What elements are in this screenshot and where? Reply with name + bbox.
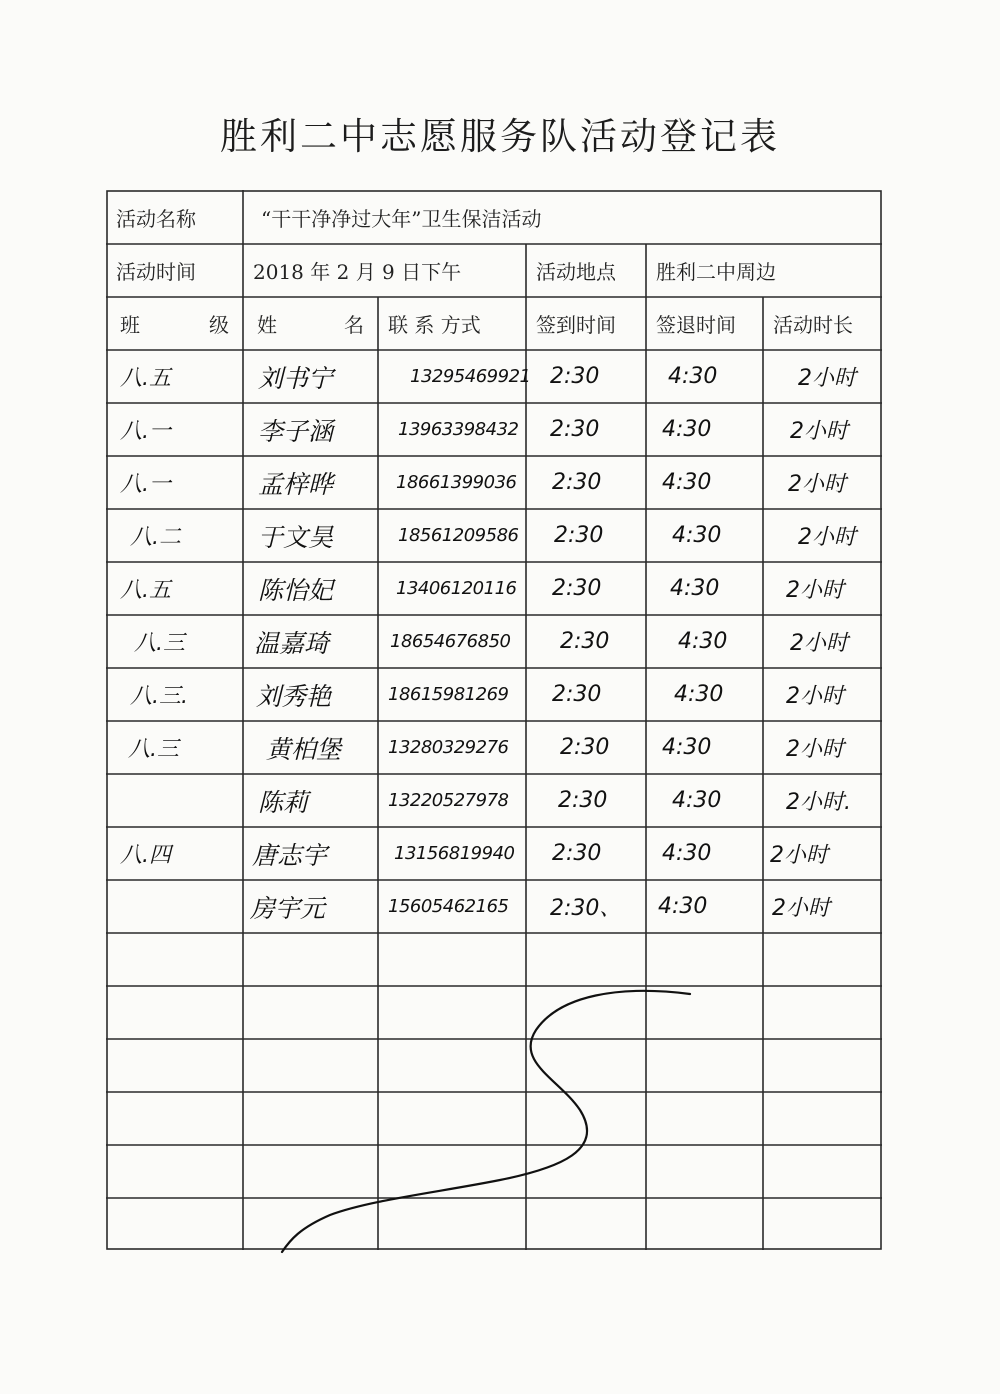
row-11-class <box>120 880 240 933</box>
header-name-char2: 名 <box>344 313 364 337</box>
row-8-signin: 2:30 <box>560 735 610 760</box>
row-8-class: 八.三 <box>128 737 179 762</box>
row-7-class: 八.三. <box>130 684 188 709</box>
row-4-duration: 2小时 <box>798 525 856 550</box>
row-3-signout: 4:30 <box>662 470 712 495</box>
row-8-signout: 4:30 <box>662 735 712 760</box>
activity-time-label: 活动时间 <box>116 260 196 284</box>
row-8-duration: 2小时 <box>786 737 844 762</box>
row-7-name: 刘秀艳 <box>256 681 332 711</box>
row-11-signout: 4:30 <box>658 894 708 919</box>
row-6-signout: 4:30 <box>678 629 728 654</box>
empty-rows-area <box>106 933 882 1250</box>
row-11-phone: 15605462165 <box>388 896 509 917</box>
row-10-class: 八.四 <box>120 843 171 868</box>
row-10-name: 唐志宇 <box>252 840 328 870</box>
row-9-signout: 4:30 <box>672 788 722 813</box>
header-class <box>106 297 243 350</box>
row-8-phone: 13280329276 <box>388 737 509 758</box>
row-7-signin: 2:30 <box>552 682 602 707</box>
row-4-phone: 18561209586 <box>398 525 519 546</box>
row-3-duration: 2小时 <box>788 472 846 497</box>
row-7-phone: 18615981269 <box>388 684 509 705</box>
row-10-signout: 4:30 <box>662 841 712 866</box>
row-2-signin: 2:30 <box>550 417 600 442</box>
header-class-char1: 班 <box>120 313 140 337</box>
registration-table <box>106 190 882 1250</box>
header-duration: 活动时长 <box>773 313 853 337</box>
row-9-duration: 2小时. <box>786 790 851 815</box>
row-6-class: 八.三 <box>134 631 185 656</box>
row-4-signout: 4:30 <box>672 523 722 548</box>
row-10-signin: 2:30 <box>552 841 602 866</box>
row-2-signout: 4:30 <box>662 417 712 442</box>
row-5-duration: 2小时 <box>786 578 844 603</box>
row-6-name: 温嘉琦 <box>254 628 330 658</box>
row-1-phone: 13295469921 <box>410 366 531 387</box>
activity-name-value: “干干净净过大年”卫生保洁活动 <box>261 206 542 231</box>
row-2-duration: 2小时 <box>790 419 848 444</box>
row-6-phone: 18654676850 <box>390 631 511 652</box>
row-4-class: 八.二 <box>130 525 181 550</box>
row-5-signin: 2:30 <box>552 576 602 601</box>
row-7-duration: 2小时 <box>786 684 844 709</box>
header-signout: 签退时间 <box>656 313 736 337</box>
row-6-signin: 2:30 <box>560 629 610 654</box>
row-3-name: 孟梓晔 <box>258 469 334 499</box>
row-10-duration: 2小时 <box>770 843 828 868</box>
header-signin: 签到时间 <box>536 313 616 337</box>
activity-place-label: 活动地点 <box>536 260 616 284</box>
row-11-signin: 2:30、 <box>550 896 622 921</box>
header-name-char1: 姓 <box>257 313 277 337</box>
row-6-duration: 2小时 <box>790 631 848 656</box>
row-9-phone: 13220527978 <box>388 790 509 811</box>
activity-name-label: 活动名称 <box>116 206 196 231</box>
activity-time-value: 2018 年 2 月 9 日下午 <box>253 260 462 284</box>
activity-place-value: 胜利二中周边 <box>656 260 776 284</box>
row-1-duration: 2小时 <box>798 366 856 391</box>
row-1-class: 八.五 <box>120 366 171 391</box>
row-1-name: 刘书宁 <box>258 363 334 393</box>
row-5-name: 陈怡妃 <box>258 575 334 605</box>
row-4-signin: 2:30 <box>554 523 604 548</box>
row-10-phone: 13156819940 <box>394 843 515 864</box>
row-3-phone: 18661399036 <box>396 472 517 493</box>
row-9-signin: 2:30 <box>558 788 608 813</box>
row-5-signout: 4:30 <box>670 576 720 601</box>
row-3-class: 八.一 <box>120 472 171 497</box>
row-5-phone: 13406120116 <box>396 578 517 599</box>
row-7-signout: 4:30 <box>674 682 724 707</box>
row-1-signout: 4:30 <box>668 364 718 389</box>
page-title: 胜利二中志愿服务队活动登记表 <box>220 115 780 158</box>
row-5-class: 八.五 <box>120 578 171 603</box>
header-contact: 联 系 方式 <box>388 313 481 337</box>
row-9-name: 陈莉 <box>258 787 309 817</box>
row-2-phone: 13963398432 <box>398 419 519 440</box>
row-1-signin: 2:30 <box>550 364 600 389</box>
row-9-class <box>120 774 240 827</box>
row-3-signin: 2:30 <box>552 470 602 495</box>
header-name <box>243 297 378 350</box>
row-2-class: 八.一 <box>120 419 171 444</box>
header-class-char2: 级 <box>209 313 229 337</box>
row-11-name: 房宇元 <box>250 893 326 923</box>
row-11-duration: 2小时 <box>772 896 830 921</box>
row-8-name: 黄柏堡 <box>266 734 342 764</box>
row-4-name: 于文昊 <box>258 522 334 552</box>
row-2-name: 李子涵 <box>258 416 334 446</box>
